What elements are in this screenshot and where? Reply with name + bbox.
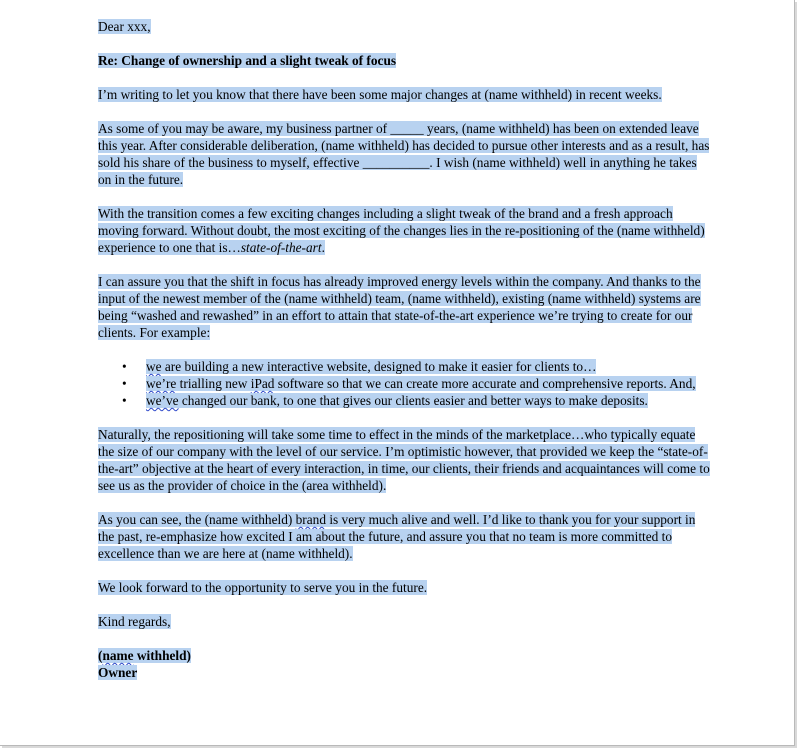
paragraph-2-text: As some of you may be aware, my business partner of _____ years, (name withheld) has been on extended leave this year. After considerable deliberation, (name withheld) has decided to pursue other interests and as a result, has sold his share of the business to myself, effective __________. I wish (name withheld) well in anything he takes on in the future.: [98, 121, 710, 187]
paragraph-2: [98, 120, 710, 188]
bullet-3-text: changed our bank, to one that gives our clients easier and better ways to make deposits.: [178, 393, 648, 408]
paragraph-6-text: As you can see, the (name withheld): [98, 512, 296, 527]
paragraph-7-text: We look forward to the opportunity to serve you in the future.: [98, 580, 428, 595]
signature-title: [98, 664, 710, 681]
paragraph-1: [98, 86, 710, 103]
paragraph-1-text: I’m writing to let you know that there have been some major changes at (name withheld) in recent weeks.: [98, 87, 662, 102]
paragraph-4-text: I can assure you that the shift in focus has already improved energy levels within the company. And thanks to the input of the newest member of the (name withheld) team, (name withheld), existing (name withheld) systems are being “washed and rewashed” in an effort to attain that state-of-the-art experience we’re trying to create for our clients. For example:: [98, 274, 701, 340]
bullet-item-3: [98, 392, 710, 409]
greeting-text: Dear xxx,: [98, 19, 151, 34]
bullet-1-text: are building a new interactive website, designed to make it easier for clients to…: [161, 359, 597, 374]
signature-name: [98, 647, 710, 664]
paragraph-3-italic: state-of-the-art: [240, 240, 322, 255]
letter-body[interactable]: [98, 18, 710, 681]
bullet-dot: •: [122, 376, 127, 391]
paragraph-3-text: With the transition comes a few exciting changes including a slight tweak of the brand and a fresh approach moving forward. Without doubt, the most exciting of the changes lies in the re-positioning of the (name withheld) experience to one that is…: [98, 206, 705, 255]
signature-title-text: Owner: [98, 665, 138, 680]
closing-text: Kind regards,: [98, 614, 171, 629]
bullet-list: [98, 358, 710, 409]
bullet-item-2: [98, 375, 710, 392]
spellcheck-word[interactable]: we’re: [146, 376, 177, 391]
paragraph-5-text: Naturally, the repositioning will take some time to effect in the minds of the marketplace…who typically equate the size of our company with the level of our service. I’m optimistic however, that provided we keep the “state-of-the-art” objective at the heart of every interaction, in time, our clients, their friends and acquaintances will come to see us as the provider of choice in the (area withheld).: [98, 427, 710, 493]
paragraph-6: [98, 511, 710, 562]
closing: [98, 613, 710, 630]
greeting: [98, 18, 710, 35]
spellcheck-word[interactable]: brand: [295, 512, 326, 527]
signature-name-end: withheld): [133, 648, 191, 663]
paragraph-7: [98, 579, 710, 596]
bullet-2-text: trialling new: [176, 376, 251, 391]
paragraph-4: [98, 273, 710, 341]
spellcheck-word[interactable]: name: [102, 648, 134, 663]
bullet-dot: •: [122, 393, 127, 408]
signature-paren: (: [98, 648, 103, 663]
paragraph-6-text-end: is very much alive and well. I’d like to thank you for your support in the past, re-emphasize how excited I am about the future, and assure you that no team is more committed to excellence than we are here at (name withheld).: [98, 512, 696, 561]
subject-line: [98, 52, 710, 69]
paragraph-3-end: .: [321, 240, 325, 255]
spellcheck-word[interactable]: we’ve: [146, 393, 179, 408]
subject-text: Re: Change of ownership and a slight tweak of focus: [98, 53, 397, 68]
paragraph-3: [98, 205, 710, 256]
bullet-2-text-end: software so that we can create more accurate and comprehensive reports. And,: [274, 376, 696, 391]
spellcheck-word[interactable]: we: [146, 359, 162, 374]
paragraph-5: [98, 426, 710, 494]
bullet-item-1: [98, 358, 710, 375]
spellcheck-word[interactable]: iPad: [250, 376, 275, 391]
signature-block: [98, 647, 710, 681]
bullet-dot: •: [122, 359, 127, 374]
